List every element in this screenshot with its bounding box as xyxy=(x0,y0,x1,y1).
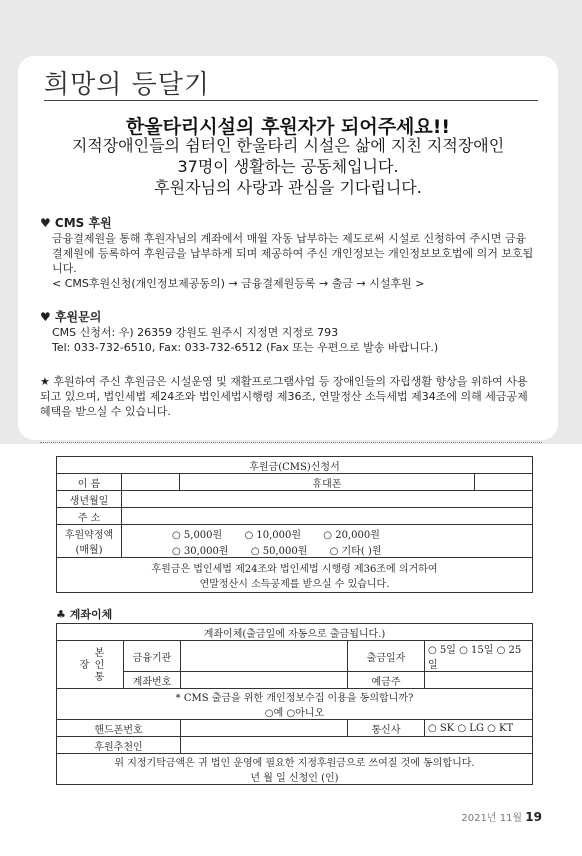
address-field[interactable] xyxy=(122,508,533,525)
divider xyxy=(44,100,538,101)
amount-label-line: 후원약정액 xyxy=(64,530,114,541)
amount-label xyxy=(57,525,122,558)
holder-label: 예금주 xyxy=(348,672,425,689)
consent-question: * CMS 출금을 위한 개인정보수집 이용을 동의합니까? xyxy=(175,693,414,704)
dotted-cut-line xyxy=(40,442,542,443)
amount-option[interactable]: ○ 10,000원 xyxy=(244,529,302,541)
amount-options-row2[interactable] xyxy=(122,541,533,558)
consent-row[interactable] xyxy=(57,689,533,720)
agreement-text: 위 지정기탁금액은 귀 법인 운영에 필요한 지정후원금으로 쓰여질 것에 동의합니다. xyxy=(114,758,475,769)
tax-note: ★ 후원하여 주신 후원금은 시설운영 및 재활프로그램사업 등 장애인들의 자립생활 향상을 위하여 사용되고 있으며, 법인세법 제24조와 법인세법시행령 제36조, 연말정산 소득세법 제34조에 의해 세금공제 혜택을 받으실 수 있습니다. xyxy=(40,375,528,418)
amount-option[interactable]: ○ 5,000원 xyxy=(172,529,223,541)
cms-heading: ♥ CMS 후원 xyxy=(40,216,112,230)
inquiry-section xyxy=(40,310,534,355)
cms-section xyxy=(40,216,534,291)
address-label: 주 소 xyxy=(57,508,122,525)
intro-line: 37명이 생활하는 공동체입니다. xyxy=(177,157,399,176)
agreement-row xyxy=(57,754,533,785)
name-label: 이 름 xyxy=(57,474,122,491)
notice-line: 후원금은 법인세법 제24조와 법인세법 시행령 제36조에 의거하여 xyxy=(151,564,438,575)
transfer-heading: ♣ 계좌이체 xyxy=(56,608,113,621)
name-field[interactable] xyxy=(122,474,180,491)
transfer-form xyxy=(56,623,533,785)
page-number: 19 xyxy=(525,810,542,824)
intro-line: 후원자님의 사랑과 관심을 기다립니다. xyxy=(154,178,422,197)
birth-field[interactable] xyxy=(122,491,533,508)
account-label: 계좌번호 xyxy=(124,672,181,689)
carrier-label: 통신사 xyxy=(348,720,425,737)
recommender-label: 후원추천인 xyxy=(57,737,181,754)
carrier-options[interactable]: ○ SK ○ LG ○ KT xyxy=(425,720,533,737)
footer-date: 2021년 11월 xyxy=(461,813,523,824)
amount-label-line: (매월) xyxy=(75,545,103,556)
notice-line: 연말정산시 소득공제를 받으실 수 있습니다. xyxy=(199,579,390,590)
intro-line: 지적장애인들의 쉼터인 한울타리 시설은 삶에 지친 지적장애인 xyxy=(71,136,505,155)
cms-steps: < CMS후원신청(개인정보제공동의) → 금융결제원등록 → 출금 → 시설후원 > xyxy=(52,277,425,290)
amount-option[interactable]: ○ 50,000원 xyxy=(250,545,308,557)
bank-field[interactable] xyxy=(181,641,348,672)
cms-body: 금융결제원을 통해 후원자님의 계좌에서 매월 자동 납부하는 제도로써 시설로 신청하여 주시면 금융결제원에 등록하여 후원금을 납부하게 되며 제공하여 주신 개인정보는 개인정보보호법에 의거 보호됩니다. xyxy=(52,232,534,275)
inquiry-heading: ♥ 후원문의 xyxy=(40,310,102,324)
birth-label: 생년월일 xyxy=(57,491,122,508)
recommender-field[interactable] xyxy=(181,737,533,754)
withdraw-date-options[interactable]: ○ 5일 ○ 15일 ○ 25일 xyxy=(425,641,533,672)
mobile-field[interactable] xyxy=(181,720,348,737)
main-title: 한울타리시설의 후원자가 되어주세요!! xyxy=(125,116,451,138)
inquiry-address: CMS 신청서: 우) 26359 강원도 원주시 지정면 지정로 793 xyxy=(52,326,339,339)
self-account-label: 본인통장 xyxy=(57,641,124,689)
signature-line[interactable]: 년 월 일 신청인 (인) xyxy=(250,773,339,784)
page-heading: 희망의 등달기 xyxy=(44,70,210,100)
application-form xyxy=(56,456,533,593)
info-card xyxy=(18,56,558,440)
transfer-title: 계좌이체(출금일에 자동으로 출금됩니다.) xyxy=(57,624,533,641)
holder-field[interactable] xyxy=(425,672,533,689)
phone-field[interactable] xyxy=(475,474,533,491)
form-area xyxy=(0,444,582,856)
withdraw-date-label: 출금일자 xyxy=(348,641,425,672)
amount-option[interactable]: ○ 30,000원 xyxy=(172,545,229,557)
intro-text xyxy=(18,135,558,198)
account-field[interactable] xyxy=(181,672,348,689)
form-notice xyxy=(57,558,533,593)
amount-option[interactable]: ○ 기타( )원 xyxy=(329,545,382,557)
amount-option[interactable]: ○ 20,000원 xyxy=(323,529,380,541)
mobile-label: 핸드폰번호 xyxy=(57,720,181,737)
form-title: 후원금(CMS)신청서 xyxy=(57,457,533,474)
bank-label: 금융기관 xyxy=(124,641,181,672)
inquiry-contact: Tel: 033-732-6510, Fax: 033-732-6512 (Fax 또는 우편으로 발송 바랍니다.) xyxy=(52,341,439,354)
page-footer xyxy=(461,809,542,824)
phone-label: 휴대폰 xyxy=(179,474,475,491)
amount-options-row1[interactable] xyxy=(122,525,533,542)
consent-options[interactable]: ○예 ○아니오 xyxy=(264,708,325,719)
